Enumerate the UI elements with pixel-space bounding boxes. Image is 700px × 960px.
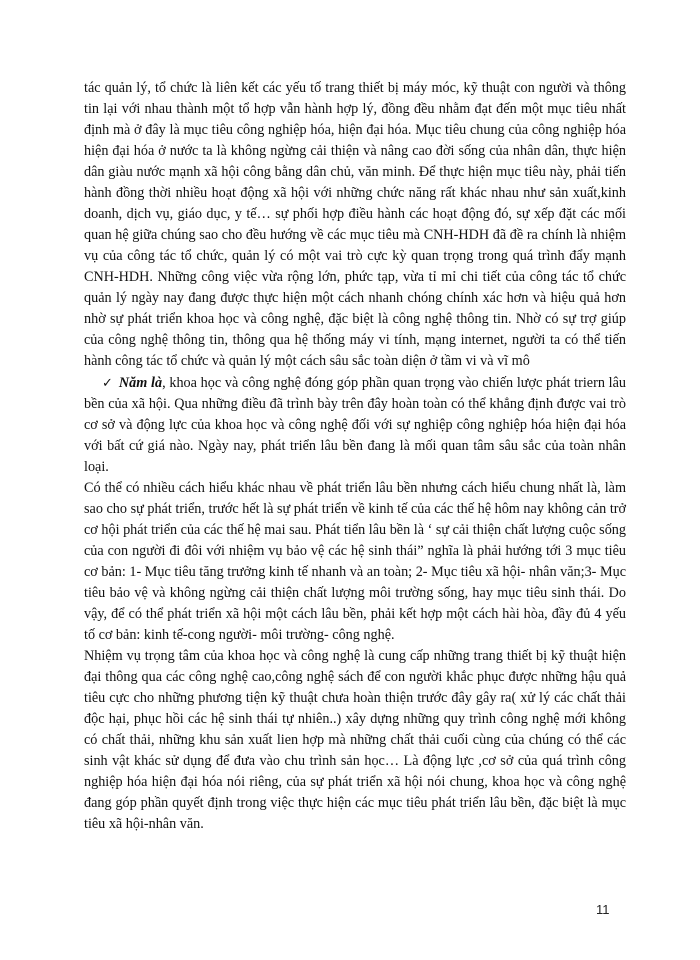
paragraph-2-text: , khoa học và công nghệ đóng góp phần quan trọng vào chiến lược phát triern lâu bền của xã hội. Qua những điều đã trình bày trên đây hoàn toàn có thể khẳng định được vai trò cơ sở và động lực của khoa học và công nghệ đối với sự nghiệp công nghiệp hóa hiện đại hóa với bất cứ giá nào. Ngày nay, phát triển lâu bền đang là mối quan tâm sâu sắc của toàn nhân loại. [84,375,626,475]
paragraph-2-lead: Năm là [118,375,163,391]
checkmark-bullet-icon: ✓ [102,375,113,390]
page-number: 11 [596,902,610,917]
paragraph-3: Có thể có nhiều cách hiểu khác nhau về phát triển lâu bền nhưng cách hiểu chung nhất là, làm sao cho sự phát triển, trước hết là sự phát triển về kinh tế của các thế hệ hôm nay không cản trở cơ hội phát triển của các thế hệ mai sau. Phát tiển lâu bền là ‘ sự cải thiện chất lượng cuộc sống của con người đi đôi với nhiệm vụ bảo vệ các hệ sinh thái” nghĩa là phải hướng tới 3 mục tiêu cơ bản: 1- Mục tiêu tăng trưởng kinh tế nhanh và an toàn; 2- Mục tiêu xã hội- nhân văn;3- Mục tiêu bảo vệ và không ngừng cải thiện chất lượng môi trường sống, hay mục tiêu sinh thái. Do vậy, để có thể phát triển xã hội một cách lâu bền, phải kết hợp một cách hài hòa, đầy đủ 4 yếu tố cơ bản: kinh tế-cong người- môi trường- công nghệ. [84,480,626,643]
document-body [84,78,626,835]
paragraph-2 [84,372,626,478]
paragraph-1: tác quản lý, tổ chức là liên kết các yếu tố trang thiết bị máy móc, kỹ thuật con người và thông tin lại với nhau thành một tổ hợp vẫn hành hợp lý, đồng đều nhằm đạt đến một mục tiêu nhất định mà ở đây là mục tiêu công nghiệp hóa, hiện đại hóa. Mục tiêu chung của công nghiệp hóa hiện đại hóa ở nước ta là không ngừng cải thiện và nâng cao đời sống của nhân dân, thực hiện dân giàu nước mạnh xã hội công bằng dân chủ, văn minh. Để thực hiện mục tiêu này, phải tiến hành đồng thời nhiều hoạt động xã hội với những chức năng rất khác nhau như sản xuất,kinh doanh, dịch vụ, giáo dục, y tế… sự phối hợp điều hành các hoạt động đó, sự xếp đặt các mối quan hệ giữa chúng sao cho đều hướng về các mục tiêu mà CNH-HDH đã đề ra chính là nhiệm vụ của công tác tổ chức, quản lý có một vai trò cực kỳ quan trọng trong quá trình đẩy mạnh CNH-HDH. Những công việc vừa rộng lớn, phức tạp, vừa tỉ mỉ chi tiết của công tác tổ chức quản lý ngày nay đang được thực hiện một cách nhanh chóng chính xác hơn và hiệu quả hơn nhờ sự phát triển khoa học và công nghệ, đặc biệt là công nghệ thông tin. Nhờ có sự trợ giúp của công nghệ thông tin, thông qua hệ thống máy vi tính, mạng internet, người ta có thể tiến hành công tác tổ chức và quản lý một cách sâu sắc toàn diện ở tầm vi và vĩ mô [84,80,626,369]
paragraph-4: Nhiệm vụ trọng tâm của khoa học và công nghệ là cung cấp những trang thiết bị kỹ thuật hiện đại thông qua các công nghệ cao,công nghệ sách để con người khắc phục được những hậu quả tiêu cực cho những phương tiện kỹ thuật chưa hoàn thiện trước đây gây ra( xử lý các chất thải độc hại, phục hồi các hệ sinh thái tự nhiên..) xây dựng những quy trình công nghệ mới không có chất thải, những khu sản xuất lien hợp mà những chất thải cuối cùng của chúng có thể các sinh vật khác sử dụng để đưa vào chu trình sản học… Là động lực ,cơ sở của quá trình công nghiệp hóa hiện đại hóa nói riêng, của sự phát triển xã hội nói chung, khoa học và công nghệ đang góp phần quyết định trong việc thực hiện các mục tiêu phát triển lâu bền, đặc biệt là mục tiêu xã hội-nhân văn. [84,648,626,832]
